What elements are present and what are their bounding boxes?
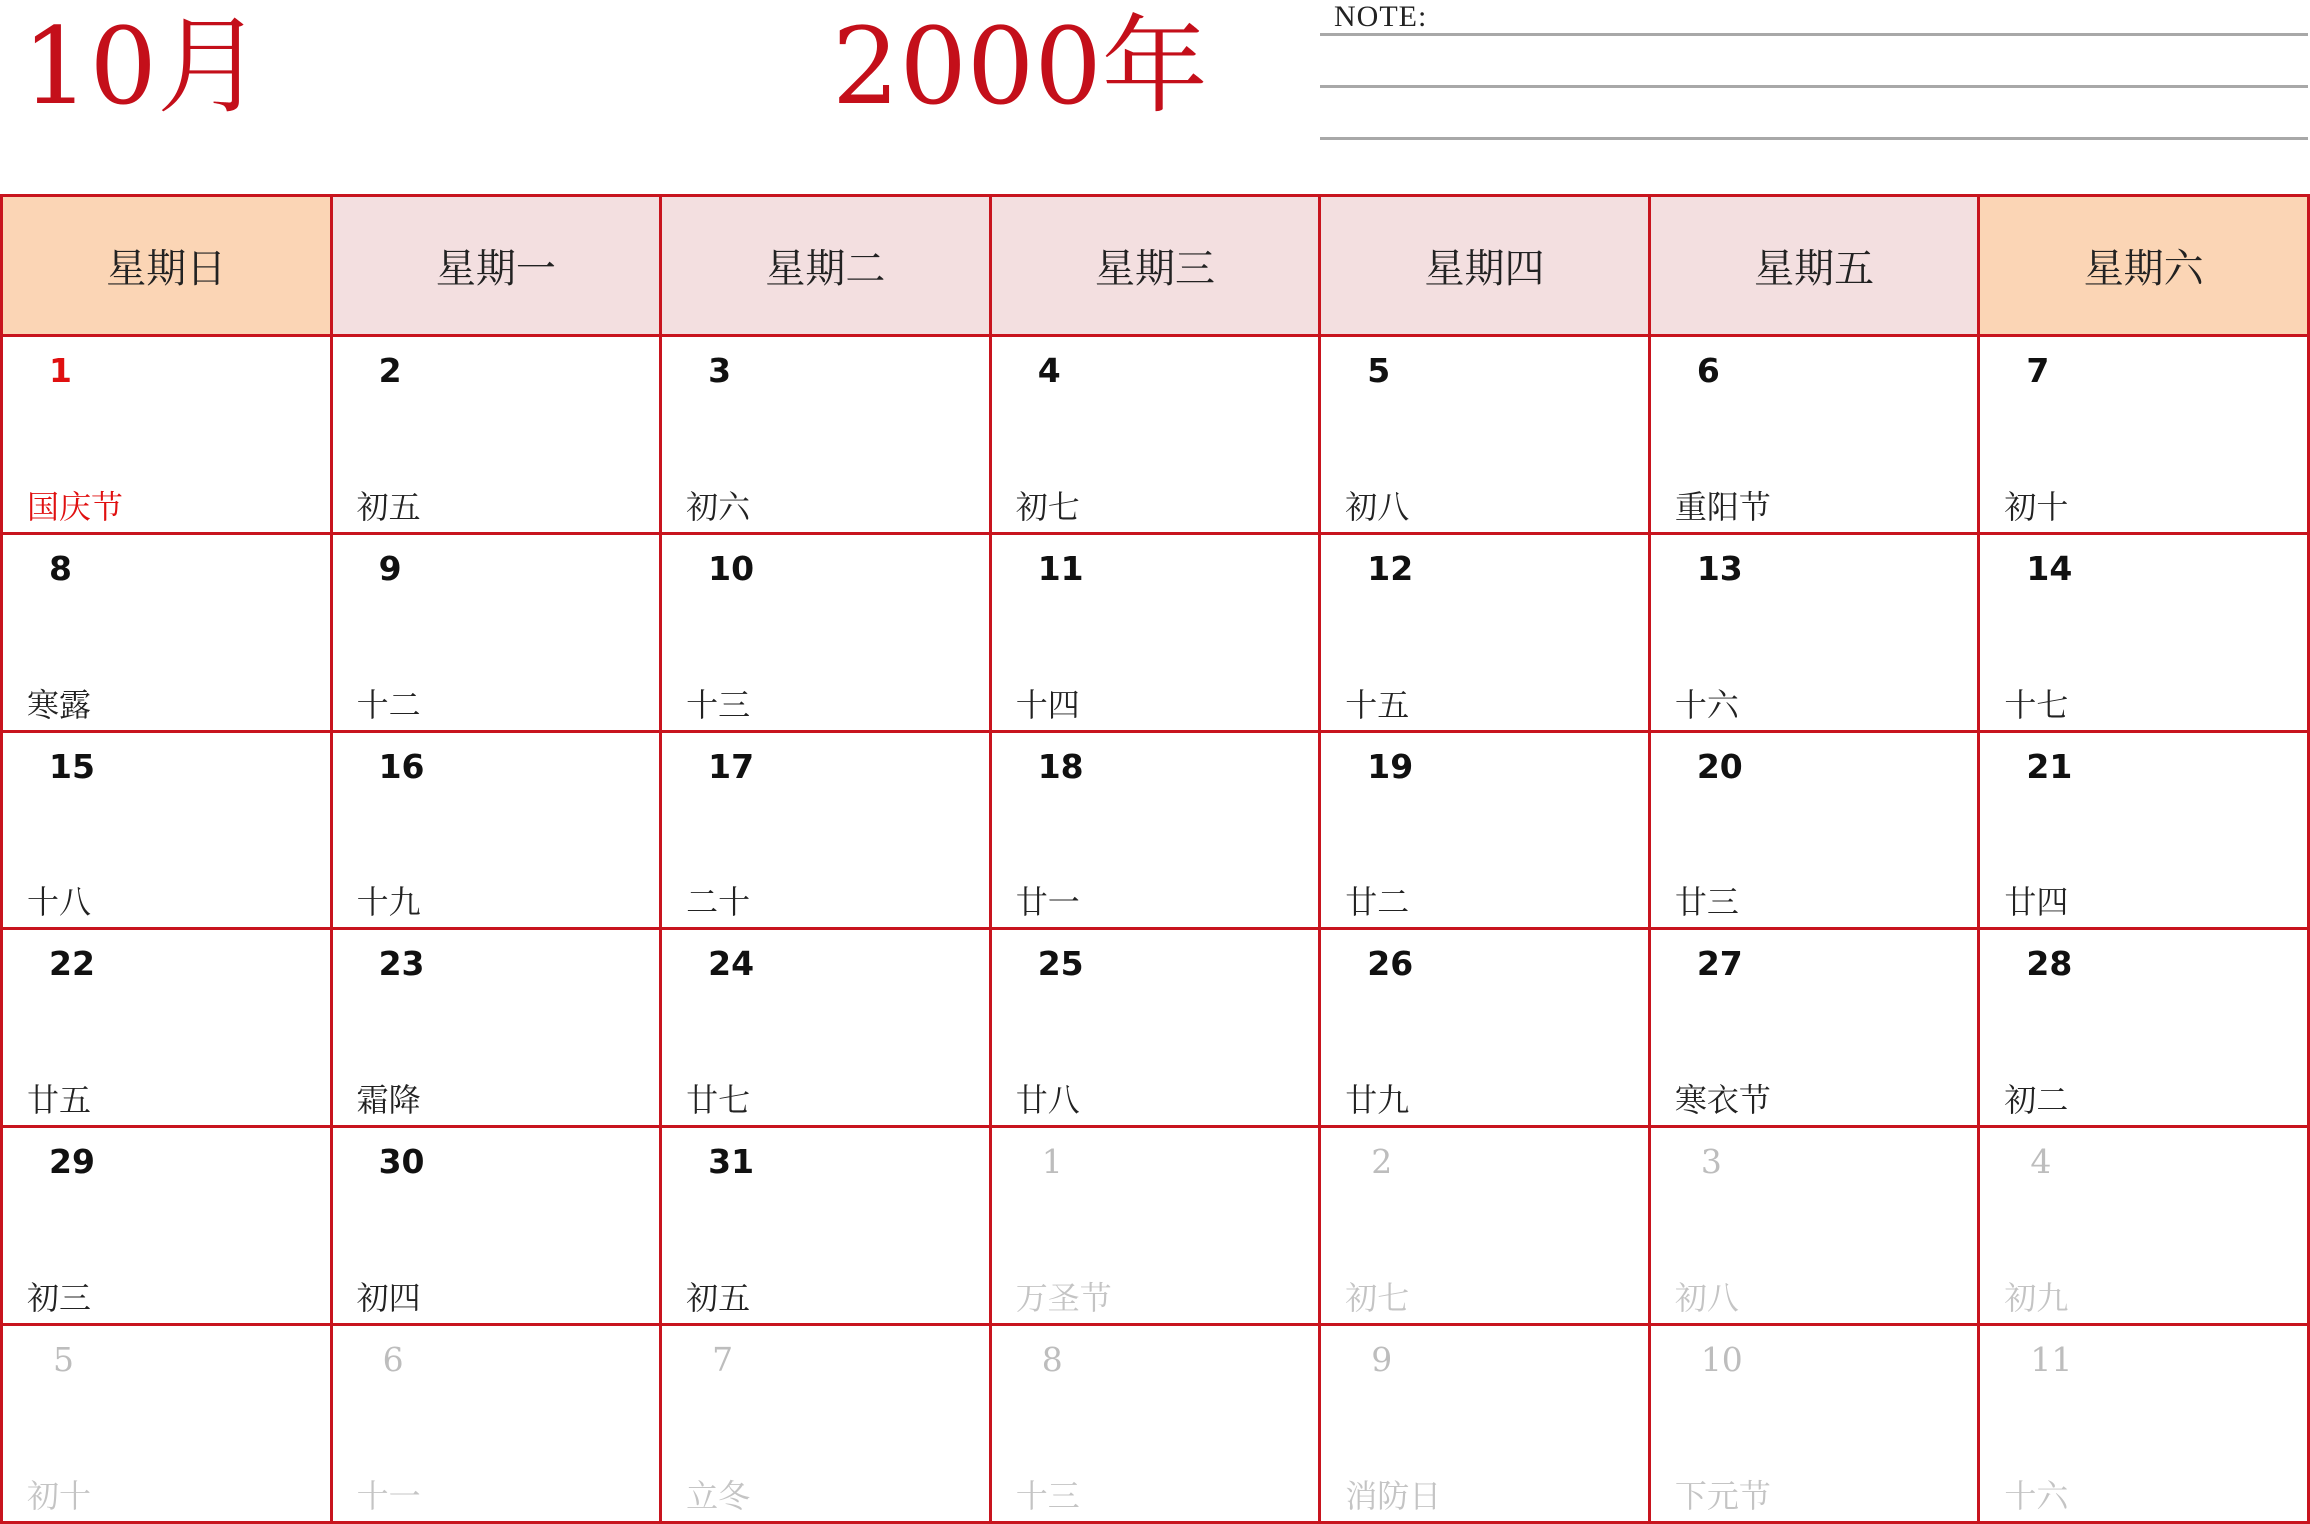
- note-line: [1320, 137, 2308, 140]
- year-title: 2000年: [832, 5, 1208, 128]
- calendar-weeks: [2, 336, 2309, 1523]
- day-number: 8: [49, 548, 72, 588]
- day-cell-content: [1651, 1326, 1978, 1521]
- day-number: 27: [1696, 944, 1743, 984]
- lunar-date: 十三: [686, 685, 751, 724]
- lunar-date: 十二: [356, 685, 421, 724]
- day-cell-content: [1651, 930, 1978, 1125]
- day-number: 28: [2026, 944, 2073, 984]
- day-cell-content: [1321, 535, 1648, 730]
- day-cell[interactable]: [1320, 1325, 1650, 1523]
- day-cell-content: [1651, 535, 1978, 730]
- day-cell-content: [1980, 1128, 2307, 1323]
- day-cell-content: [662, 930, 989, 1125]
- weekday-header: 星期日: [2, 196, 332, 336]
- day-number: 22: [49, 944, 95, 984]
- day-cell[interactable]: [1979, 929, 2309, 1127]
- day-cell-content: [992, 930, 1319, 1125]
- week-row: [2, 533, 2309, 731]
- week-row: [2, 336, 2309, 534]
- day-number: 6: [382, 1340, 404, 1380]
- lunar-date: 初十: [27, 1477, 92, 1515]
- day-cell[interactable]: [1320, 929, 1650, 1127]
- day-number: 12: [1367, 548, 1414, 588]
- day-cell-content: [333, 1128, 660, 1323]
- lunar-date: 寒露: [27, 685, 92, 724]
- day-cell-content: [1321, 337, 1648, 532]
- lunar-date: 寒衣节: [1674, 1081, 1771, 1120]
- day-cell-content: [333, 535, 660, 730]
- day-cell[interactable]: [1979, 731, 2309, 929]
- day-cell-content: [3, 1326, 330, 1521]
- day-cell-content: [992, 1326, 1319, 1521]
- day-cell-content: [333, 930, 660, 1125]
- day-number: 31: [708, 1142, 755, 1182]
- lunar-date: 十一: [356, 1477, 421, 1515]
- lunar-date: 十六: [2004, 1477, 2069, 1515]
- day-cell[interactable]: [1649, 336, 1979, 534]
- lunar-date: 廿二: [1345, 883, 1410, 922]
- day-cell-content: [3, 733, 330, 928]
- weekday-header: 星期四: [1320, 196, 1650, 336]
- lunar-date: 初七: [1015, 487, 1080, 526]
- day-cell-content: [992, 535, 1319, 730]
- day-number: 10: [708, 548, 755, 588]
- day-cell-content: [1321, 930, 1648, 1125]
- day-cell[interactable]: [2, 533, 332, 731]
- day-cell[interactable]: [990, 1325, 1320, 1523]
- day-cell[interactable]: [1979, 533, 2309, 731]
- week-row: [2, 929, 2309, 1127]
- day-cell[interactable]: [990, 929, 1320, 1127]
- day-cell-content: [333, 733, 660, 928]
- day-cell[interactable]: [2, 731, 332, 929]
- day-cell[interactable]: [331, 929, 661, 1127]
- day-cell-content: [662, 535, 989, 730]
- lunar-date: 廿八: [1015, 1081, 1080, 1120]
- lunar-date: 十四: [1015, 685, 1080, 724]
- day-number: 20: [1696, 746, 1743, 786]
- lunar-date: 万圣节: [1015, 1279, 1112, 1318]
- day-number: 4: [1037, 351, 1061, 390]
- day-cell[interactable]: [990, 1127, 1320, 1325]
- day-cell-content: [662, 337, 989, 532]
- day-number: 5: [53, 1340, 74, 1380]
- weekday-header: 星期五: [1649, 196, 1979, 336]
- month-title: 10月: [22, 5, 263, 128]
- day-number: 11: [1037, 548, 1084, 588]
- day-cell-content: [662, 1128, 989, 1323]
- day-number: 29: [49, 1142, 95, 1182]
- day-number: 2: [1371, 1142, 1393, 1182]
- lunar-date: 廿五: [27, 1081, 92, 1120]
- day-cell[interactable]: [1649, 731, 1979, 929]
- weekday-header: 星期二: [661, 196, 991, 336]
- day-number: 9: [378, 548, 402, 588]
- day-number: 1: [1041, 1142, 1063, 1182]
- day-number: 3: [1700, 1142, 1722, 1182]
- day-cell-content: [1980, 1326, 2307, 1521]
- day-cell[interactable]: [2, 336, 332, 534]
- day-cell[interactable]: [1320, 731, 1650, 929]
- day-cell-content: [333, 337, 660, 532]
- day-cell-content: [3, 337, 330, 532]
- note-label: NOTE:: [1334, 0, 1428, 33]
- week-row: [2, 1127, 2309, 1325]
- lunar-date: 初五: [686, 1279, 751, 1318]
- day-cell-content: [1321, 733, 1648, 928]
- day-cell-content: [1651, 1128, 1978, 1323]
- day-number: 13: [1696, 548, 1743, 588]
- lunar-date: 初五: [356, 487, 421, 526]
- lunar-date: 初七: [1345, 1279, 1410, 1318]
- lunar-date: 廿七: [686, 1081, 751, 1120]
- day-cell-content: [1651, 733, 1978, 928]
- day-cell[interactable]: [661, 336, 991, 534]
- lunar-date: 初三: [27, 1279, 92, 1318]
- week-row: [2, 1325, 2309, 1523]
- day-number: 24: [708, 944, 755, 984]
- day-cell[interactable]: [1979, 1325, 2309, 1523]
- day-number: 9: [1371, 1340, 1393, 1380]
- lunar-date: 廿三: [1674, 883, 1739, 922]
- lunar-date: 初八: [1674, 1279, 1739, 1318]
- day-cell-content: [1980, 337, 2307, 532]
- day-cell[interactable]: [1649, 533, 1979, 731]
- day-cell-content: [662, 1326, 989, 1521]
- lunar-date: 十八: [27, 883, 92, 922]
- day-cell[interactable]: [990, 336, 1320, 534]
- day-cell-content: [992, 1128, 1319, 1323]
- day-cell[interactable]: [2, 1325, 332, 1523]
- day-cell[interactable]: [331, 533, 661, 731]
- lunar-date: 十五: [1345, 685, 1410, 724]
- weekday-header: 星期三: [990, 196, 1320, 336]
- day-number: 10: [1700, 1340, 1743, 1380]
- day-number: 2: [378, 351, 402, 390]
- day-number: 15: [49, 746, 95, 786]
- day-cell[interactable]: [990, 533, 1320, 731]
- day-cell-content: [662, 733, 989, 928]
- lunar-date: 二十: [686, 883, 751, 922]
- day-number: 11: [2030, 1340, 2073, 1380]
- weekday-header: 星期六: [1979, 196, 2309, 336]
- day-cell-content: [992, 733, 1319, 928]
- day-cell[interactable]: [1649, 1127, 1979, 1325]
- weekday-header: 星期一: [331, 196, 661, 336]
- lunar-date: 初六: [686, 487, 751, 526]
- note-line: [1320, 33, 2308, 36]
- note-line: [1320, 85, 2308, 88]
- day-cell[interactable]: [2, 929, 332, 1127]
- day-cell[interactable]: [1320, 1127, 1650, 1325]
- day-cell-content: [992, 337, 1319, 532]
- day-cell-content: [333, 1326, 660, 1521]
- day-number: 17: [708, 746, 755, 786]
- day-cell[interactable]: [661, 929, 991, 1127]
- lunar-date: 重阳节: [1674, 487, 1771, 526]
- lunar-date: 十三: [1015, 1477, 1080, 1515]
- day-cell-content: [1980, 733, 2307, 928]
- day-cell-content: [3, 930, 330, 1125]
- lunar-date: 下元节: [1674, 1477, 1771, 1515]
- day-number: 6: [1696, 351, 1720, 390]
- day-cell-content: [1321, 1128, 1648, 1323]
- day-cell[interactable]: [1320, 533, 1650, 731]
- day-number: 1: [49, 351, 72, 390]
- day-number: 25: [1037, 944, 1084, 984]
- day-cell[interactable]: [1979, 1127, 2309, 1325]
- day-cell[interactable]: [1649, 1325, 1979, 1523]
- day-number: 8: [1041, 1340, 1063, 1380]
- day-cell[interactable]: [661, 1127, 991, 1325]
- day-number: 16: [378, 746, 425, 786]
- day-cell[interactable]: [661, 731, 991, 929]
- day-number: 26: [1367, 944, 1414, 984]
- day-cell[interactable]: [1320, 336, 1650, 534]
- day-number: 19: [1367, 746, 1414, 786]
- lunar-date: 初九: [2004, 1279, 2069, 1318]
- day-number: 4: [2030, 1142, 2052, 1182]
- lunar-date: 廿四: [2004, 883, 2069, 922]
- week-row: [2, 731, 2309, 929]
- day-number: 30: [378, 1142, 425, 1182]
- day-cell[interactable]: [661, 1325, 991, 1523]
- lunar-date: 初十: [2004, 487, 2069, 526]
- calendar-grid: [0, 194, 2310, 1524]
- day-number: 21: [2026, 746, 2073, 786]
- day-cell-content: [3, 1128, 330, 1323]
- weekday-header-row: [2, 196, 2309, 336]
- day-number: 3: [708, 351, 732, 390]
- day-cell[interactable]: [1649, 929, 1979, 1127]
- day-cell-content: [3, 535, 330, 730]
- lunar-date: 十九: [356, 883, 421, 922]
- day-cell-content: [1651, 337, 1978, 532]
- note-area: [1318, 0, 2310, 140]
- lunar-date: 霜降: [356, 1081, 421, 1120]
- lunar-date: 十六: [1674, 685, 1739, 724]
- day-number: 7: [712, 1340, 734, 1380]
- day-number: 18: [1037, 746, 1084, 786]
- day-number: 14: [2026, 548, 2073, 588]
- day-cell[interactable]: [661, 533, 991, 731]
- day-cell[interactable]: [331, 336, 661, 534]
- lunar-date: 消防日: [1345, 1477, 1442, 1515]
- lunar-date: 初八: [1345, 487, 1410, 526]
- lunar-date: 廿一: [1015, 883, 1080, 922]
- lunar-date: 立冬: [686, 1477, 751, 1515]
- day-number: 7: [2026, 351, 2050, 390]
- lunar-date: 国庆节: [27, 487, 124, 526]
- day-cell[interactable]: [331, 1325, 661, 1523]
- day-number: 5: [1367, 351, 1391, 390]
- day-cell[interactable]: [2, 1127, 332, 1325]
- lunar-date: 廿九: [1345, 1081, 1410, 1120]
- day-cell-content: [1321, 1326, 1648, 1521]
- lunar-date: 初二: [2004, 1081, 2069, 1120]
- day-cell-content: [1980, 535, 2307, 730]
- day-number: 23: [378, 944, 425, 984]
- day-cell[interactable]: [990, 731, 1320, 929]
- day-cell-content: [1980, 930, 2307, 1125]
- lunar-date: 十七: [2004, 685, 2069, 724]
- day-cell[interactable]: [1979, 336, 2309, 534]
- day-cell[interactable]: [331, 731, 661, 929]
- lunar-date: 初四: [356, 1279, 421, 1318]
- day-cell[interactable]: [331, 1127, 661, 1325]
